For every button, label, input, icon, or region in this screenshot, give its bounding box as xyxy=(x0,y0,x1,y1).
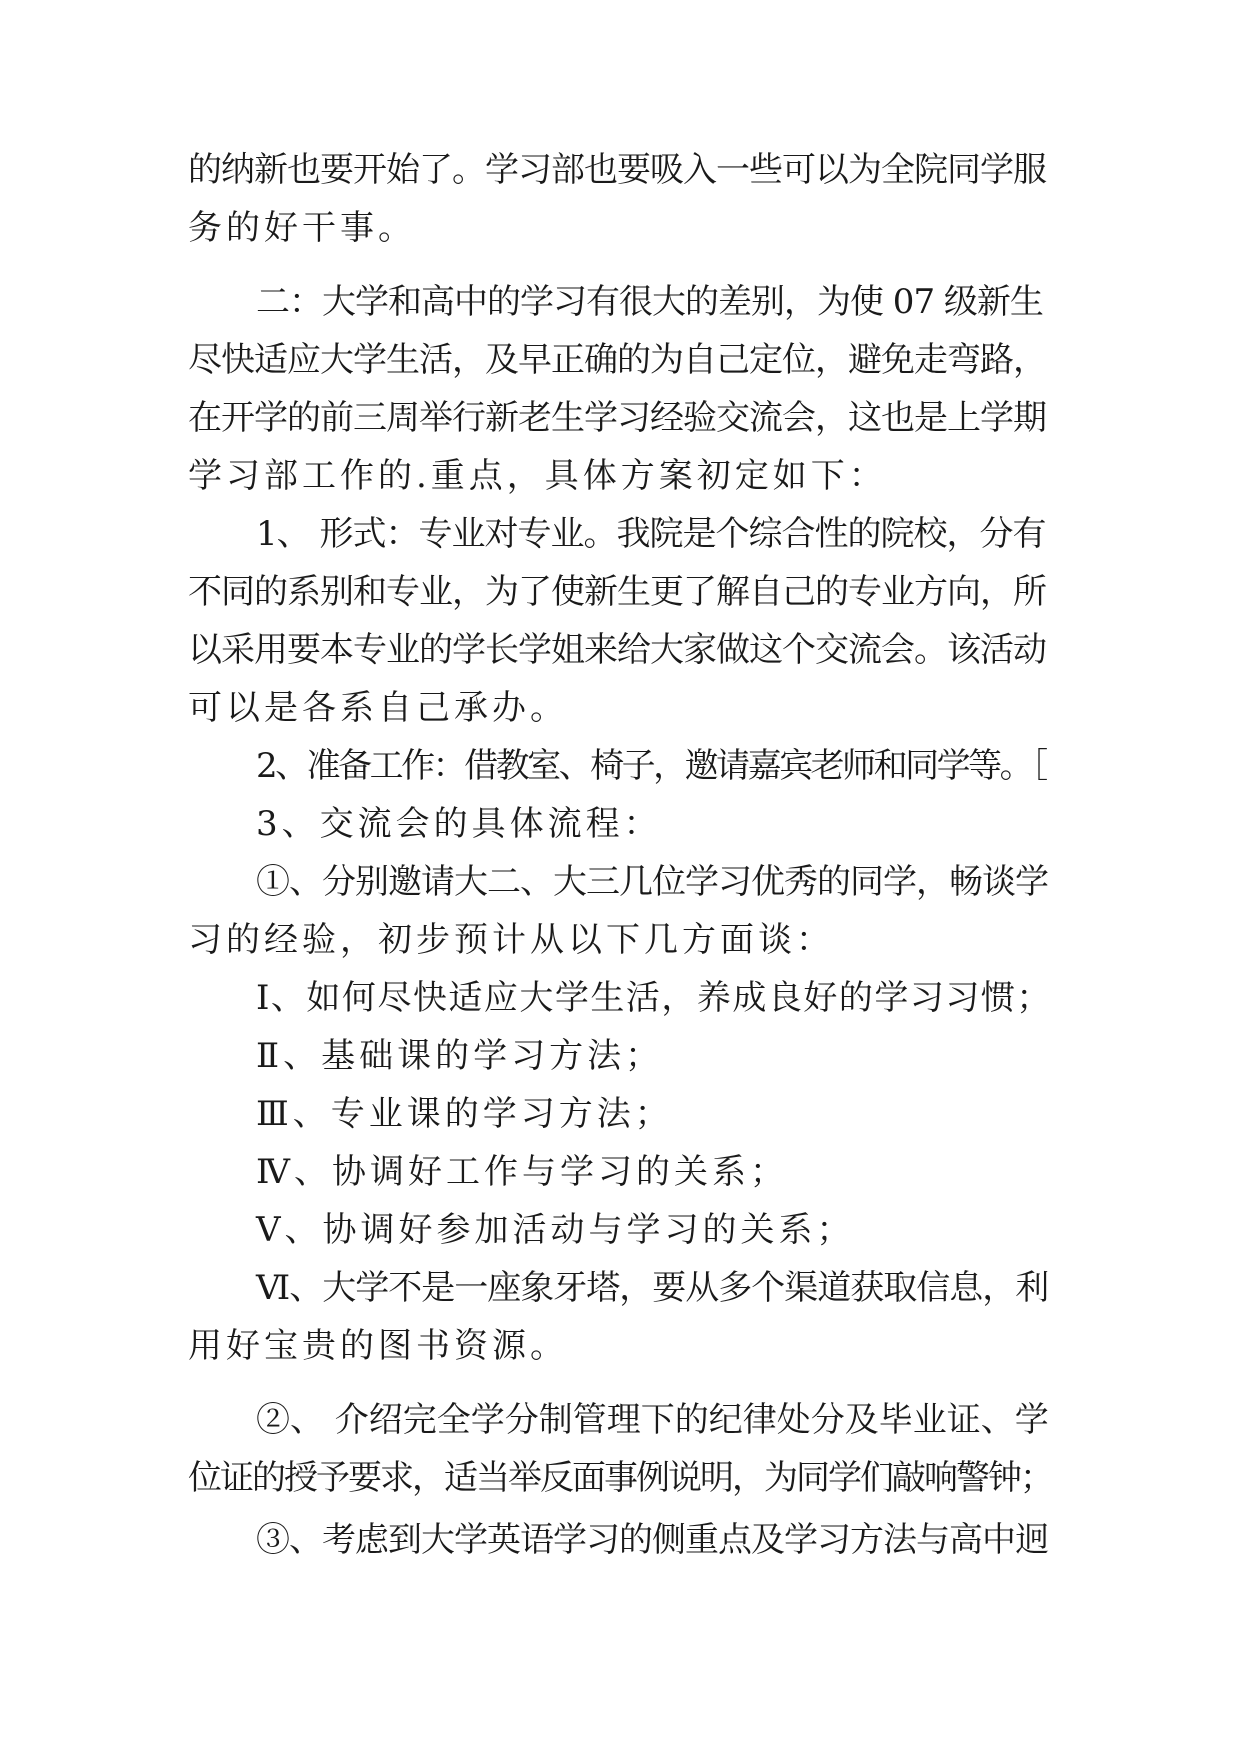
text-line: 的纳新也要开始了。学习部也要吸入一些可以为全院同学服 xyxy=(188,150,1046,190)
text-line: ③、考虑到大学英语学习的侧重点及学习方法与高中迥 xyxy=(256,1520,1048,1560)
text-line: Ⅵ、大学不是一座象牙塔，要从多个渠道获取信息，利 xyxy=(256,1268,1049,1308)
text-line: Ⅱ、基础课的学习方法； xyxy=(256,1036,664,1076)
text-line: 1、 形式：专业对专业。我院是个综合性的院校，分有 xyxy=(256,514,1046,554)
text-line: 3、交流会的具体流程： xyxy=(256,804,662,844)
text-line: 以采用要本专业的学长学姐来给大家做这个交流会。该活动 xyxy=(188,630,1046,670)
text-line: 尽快适应大学生活，及早正确的为自己定位，避免走弯路， xyxy=(188,340,1046,380)
text-line: Ⅳ、协调好工作与学习的关系； xyxy=(256,1152,788,1192)
text-line: 习的经验，初步预计从以下几方面谈： xyxy=(188,920,834,960)
text-line: Ⅲ、专业课的学习方法； xyxy=(256,1094,673,1134)
text-line: ①、分别邀请大二、大三几位学习优秀的同学，畅谈学 xyxy=(256,862,1048,902)
text-line: Ⅰ、如何尽快适应大学生活，养成良好的学习习惯； xyxy=(256,978,1052,1018)
text-line: ②、 介绍完全学分制管理下的纪律处分及毕业证、学 xyxy=(256,1400,1049,1440)
text-line: 学习部工作的.重点，具体方案初定如下： xyxy=(188,456,887,496)
text-line: 务的好干事。 xyxy=(188,208,416,248)
text-line: 用好宝贵的图书资源。 xyxy=(188,1326,568,1366)
text-line: 在开学的前三周举行新老生学习经验交流会，这也是上学期 xyxy=(188,398,1046,438)
text-line: 不同的系别和专业，为了使新生更了解自己的专业方向，所 xyxy=(188,572,1046,612)
text-line: 2、准备工作：借教室、椅子，邀请嘉宾老师和同学等。［ xyxy=(256,746,1046,786)
text-line: 位证的授予要求，适当举反面事例说明，为同学们敲响警钟； xyxy=(188,1458,1052,1498)
text-line: Ⅴ、协调好参加活动与学习的关系； xyxy=(256,1210,855,1250)
text-line: 二：大学和高中的学习有很大的差别，为使 07 级新生 xyxy=(256,282,1043,322)
text-line: 可以是各系自己承办。 xyxy=(188,688,568,728)
